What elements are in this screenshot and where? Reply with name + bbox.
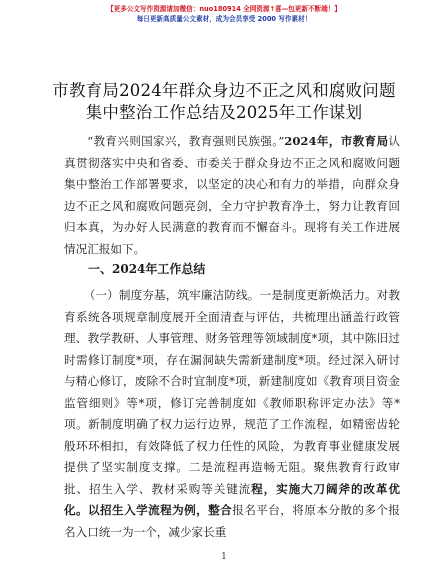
body-tail-text: 报名平台，将原本分散的多个报名入口统一为一个，减少家长重 — [64, 503, 400, 539]
document-title — [0, 80, 448, 124]
intro-year: 2024年， — [284, 134, 341, 148]
title-line-1: 市教育局2024年群众身边不正之风和腐败问题 — [52, 81, 396, 100]
intro-quote: “教育兴则国家兴，教育强则民族强。” — [87, 134, 285, 148]
body-bold-text: 程，实施大刀阔斧的改革优化。以招生入学流程为例，整合 — [64, 481, 400, 517]
page-number: 1 — [221, 552, 227, 562]
body-text: （一）制度夯基，筑牢廉洁防线。一是制度更新焕活力。对教育系统各项规章制度展开全面清查与评估，共梳理出涵盖行政管理、教学教研、人事管理、财务管理等领域制度*项，其中陈旧过时需修订制度*项，存在漏洞缺失需新建制度*项。经过深入研讨与精心修订，废除不合时宜制度*项，新建制度如《教育项目资金监管细则》等*项，修订完善制度如《教师职称评定办法》等*项。新制度明确了权力运行边界，规范了工作流程，如精密齿轮般环环相扣，有效降低了权力任性的风险，为教育事业健康发展提供了坚实制度支撑。二是流程再造畅无阻。聚焦教育行政审批、招生入学、教材采购等关键流 — [64, 288, 400, 496]
intro-org: 市教育局 — [340, 134, 389, 148]
intro-paragraph — [64, 131, 400, 260]
promo-banner-line2: 每日更新高质量公文素材，成为会员享受 2000 写作素材！ — [136, 15, 312, 23]
body-paragraph — [64, 285, 400, 543]
intro-body: 认真贯彻落实中央和省委、市委关于群众身边不正之风和腐败问题集中整治工作部署要求，以坚定的决心和有力的举措，向群众身边不正之风和腐败问题亮剑，全力守护教育净土，努力让教育回归本真，为办好人民满意的教育而不懈奋斗。现将有关工作进展情况汇报如下。 — [64, 134, 400, 256]
promo-banner-line1: 【更多公文写作资源请加微信：nuo180914 全网资源↑喜—包更新不断端！】 — [107, 5, 341, 13]
title-line-2: 集中整治工作总结及2025年工作谋划 — [85, 103, 363, 122]
promo-banner — [0, 4, 448, 24]
section-heading: 一、2024年工作总结 — [88, 262, 206, 276]
